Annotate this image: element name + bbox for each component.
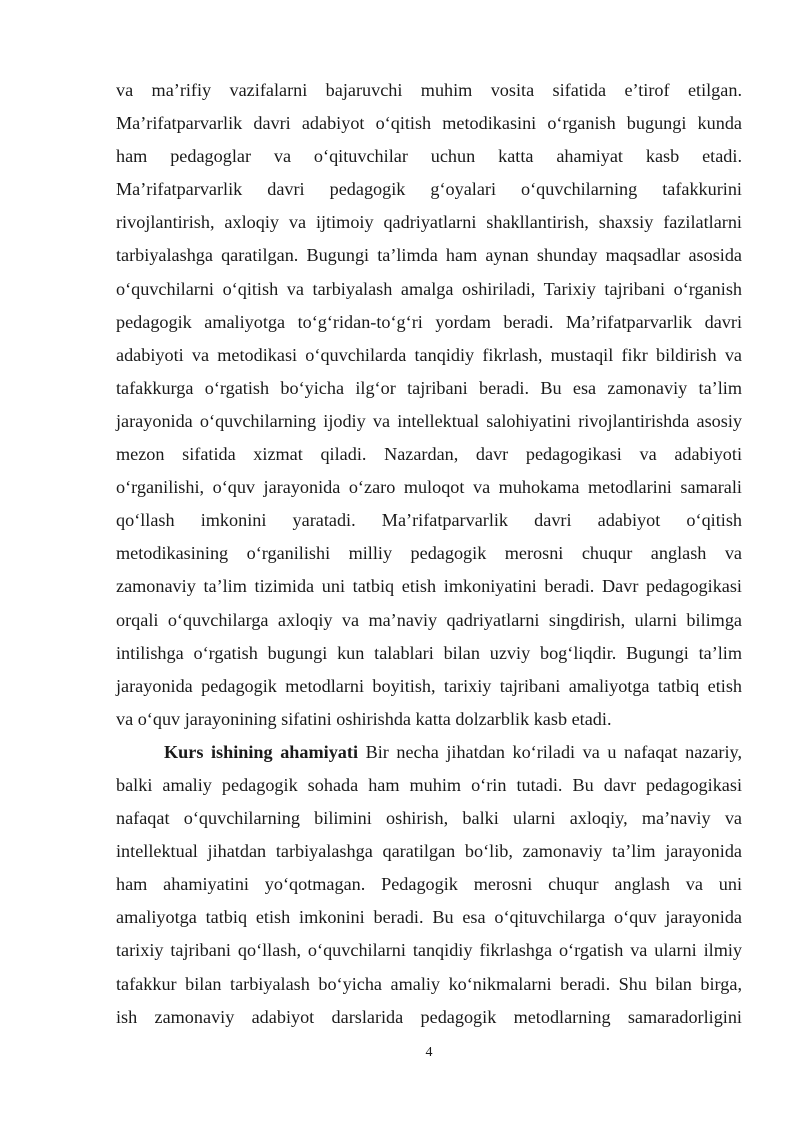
paragraph-2 [116, 736, 742, 1034]
text-line: mezon sifatida xizmat qiladi. Nazardan, davr pedagogikasi va adabiyoti [116, 444, 742, 465]
text-line: jarayonida pedagogik metodlarni boyitish, tarixiy tajribani amaliyotga tatbiq etish [116, 675, 742, 696]
text-line: zamonaviy ta’lim tizimida uni tatbiq etish imkoniyatini beradi. Davr pedagogikasi [116, 576, 742, 597]
text-line: rivojlantirish, axloqiy va ijtimoiy qadriyatlarni shakllantirish, shaxsiy fazilatlarni [116, 212, 742, 233]
text-line: tafakkur bilan tarbiyalash bo‘yicha amaliy ko‘nikmalarni beradi. Shu bilan birga, [116, 973, 742, 994]
heading-continuation: Bir necha jihatdan ko‘riladi va u nafaqat nazariy, [358, 741, 742, 762]
text-line: orqali o‘quvchilarga axloqiy va ma’naviy qadriyatlarni singdirish, ularni bilimga [116, 609, 742, 630]
text-line: ham pedagoglar va o‘qituvchilar uchun katta ahamiyat kasb etadi. [116, 146, 742, 167]
text-line: o‘quvchilarni o‘qitish va tarbiyalash amalga oshiriladi, Tarixiy tajribani o‘rganish [116, 278, 742, 299]
text-line: ham ahamiyatini yo‘qotmagan. Pedagogik merosni chuqur anglash va uni [116, 874, 742, 895]
body-text [116, 74, 742, 1034]
text-line [116, 736, 742, 769]
text-line: intilishga o‘rgatish bugungi kun talablari bilan uzviy bog‘liqdir. Bugungi ta’lim [116, 642, 742, 663]
text-line: tafakkurga o‘rgatish bo‘yicha ilg‘or tajribani beradi. Bu esa zamonaviy ta’lim [116, 377, 742, 398]
text-line: pedagogik amaliyotga to‘g‘ridan-to‘g‘ri yordam beradi. Ma’rifatparvarlik davri [116, 311, 742, 332]
paragraph-1 [116, 74, 742, 736]
text-line: qo‘llash imkonini yaratadi. Ma’rifatparvarlik davri adabiyot o‘qitish [116, 510, 742, 531]
text-line: o‘rganilishi, o‘quv jarayonida o‘zaro muloqot va muhokama metodlarini samarali [116, 477, 742, 498]
text-line: Ma’rifatparvarlik davri adabiyot o‘qitish metodikasini o‘rganish bugungi kunda [116, 113, 742, 134]
text-line: jarayonida o‘quvchilarning ijodiy va intellektual salohiyatini rivojlantirishda asosiy [116, 410, 742, 431]
text-line: va ma’rifiy vazifalarni bajaruvchi muhim vosita sifatida e’tirof etilgan. [116, 80, 742, 100]
text-line: amaliyotga tatbiq etish imkonini beradi. Bu esa o‘qituvchilarga o‘quv jarayonida [116, 907, 742, 928]
text-line: metodikasining o‘rganilishi milliy pedagogik merosni chuqur anglash va [116, 543, 742, 564]
text-line: intellektual jihatdan tarbiyalashga qaratilgan bo‘lib, zamonaviy ta’lim jarayonida [116, 841, 742, 862]
section-heading: Kurs ishining ahamiyati [164, 741, 359, 762]
text-line: va o‘quv jarayonining sifatini oshirishda katta dolzarblik kasb etadi. [116, 708, 612, 729]
text-line: tarixiy tajribani qo‘llash, o‘quvchilarni tanqidiy fikrlashga o‘rgatish va ularni ilmiy [116, 940, 742, 961]
text-line: Ma’rifatparvarlik davri pedagogik g‘oyalari o‘quvchilarning tafakkurini [116, 179, 742, 200]
text-line: ish zamonaviy adabiyot darslarida pedagogik metodlarning samaradorligini [116, 1006, 742, 1027]
text-line: tarbiyalashga qaratilgan. Bugungi ta’limda ham aynan shunday maqsadlar asosida [116, 245, 742, 266]
page-number: 4 [425, 1045, 433, 1060]
text-line: adabiyoti va metodikasi o‘quvchilarda tanqidiy fikrlash, mustaqil fikr bildirish va [116, 344, 742, 365]
text-line: balki amaliy pedagogik sohada ham muhim o‘rin tutadi. Bu davr pedagogikasi [116, 774, 742, 795]
text-line: nafaqat o‘quvchilarning bilimini oshirish, balki ularni axloqiy, ma’naviy va [116, 808, 742, 829]
